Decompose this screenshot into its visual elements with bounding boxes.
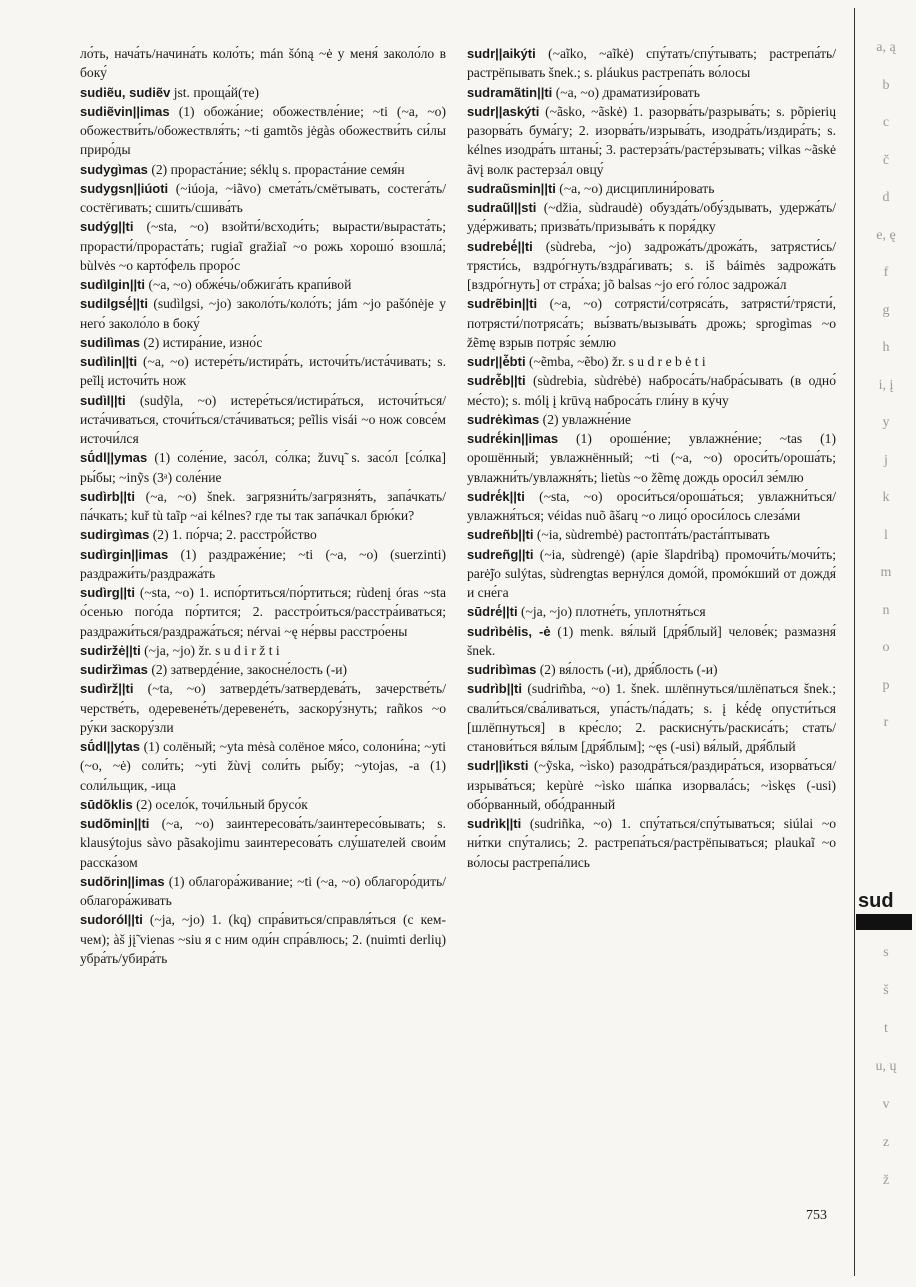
entry-headword: sudrė́kin||imas — [467, 431, 559, 446]
entry-headword: sudr||aikýti — [467, 46, 536, 61]
entry-text: (2) вя́лость (-и), дря́блость (-и) — [536, 662, 718, 677]
entry-text: (~a, ~o) сотрясти́/сотряса́ть, затрясти́/трясти́, потрясти́/потряса́ть; вы́звать/вызыва́ть дрожь; sprogìmas ~o žẽmę взрыв потря́с зе́млю — [467, 296, 836, 350]
entry-text: (sudriñka, ~o) 1. спу́таться/спу́тываться; siúlai ~o ни́тки спу́тались; 2. растрепа́ться/растрёпываться; plaukaĩ ~o во́лосы растрепа́лись — [467, 816, 836, 870]
entry-headword: sudr||askýti — [467, 103, 540, 119]
entry-text: (~ia, sùdrembė) растопта́ть/раста́птывать — [533, 527, 770, 543]
dictionary-entry — [80, 448, 446, 487]
entry-text: (~a, ~o) истере́ть/истира́ть, источи́ть/иста́чивать; s. peĩlį источи́ть нож — [80, 354, 446, 389]
entry-headword: sudrìb||ti — [467, 681, 522, 697]
dictionary-entry — [80, 910, 446, 968]
left-column — [80, 44, 446, 968]
entry-headword: sū́dl||ymas — [80, 450, 148, 466]
thumb-index-letter: s — [883, 945, 889, 960]
dictionary-entry — [467, 660, 836, 679]
thumb-index-letter: m — [880, 565, 892, 580]
thumb-index-letter: d — [882, 190, 890, 205]
entry-text: ло́ть, нача́ть/начина́ть коло́ть; mán šóną ~ė у меня́ заколо́ло в боку́ — [80, 46, 446, 81]
dictionary-entry — [467, 352, 836, 371]
entry-text: (2) истира́ние, изно́с — [139, 334, 263, 350]
entry-headword: sudoról||ti — [80, 912, 143, 928]
entry-headword: sudiržìmas — [80, 662, 148, 677]
thumb-index-letter: e, ę — [876, 227, 896, 243]
dictionary-entry — [467, 814, 836, 872]
dictionary-entry — [467, 545, 836, 603]
entry-headword: sudr||ė̃bti — [467, 354, 526, 369]
dictionary-entry — [80, 872, 446, 911]
entry-headword: sudìrb||ti — [80, 488, 135, 504]
dictionary-entry — [467, 429, 836, 487]
entry-headword: sudìrž||ti — [80, 681, 134, 697]
entry-headword: sudirgìmas — [80, 527, 150, 543]
dictionary-entry — [80, 679, 446, 737]
entry-headword: sudramãtin||ti — [467, 84, 553, 100]
entry-headword: sudrebė́||ti — [467, 238, 533, 254]
entry-headword: sūdrė́||ti — [467, 604, 518, 620]
dictionary-entry — [467, 83, 836, 102]
thumb-index-current: sud — [858, 890, 894, 912]
entry-headword: sudilìmas — [80, 334, 140, 350]
thumb-index-letter: j — [884, 452, 888, 468]
thumb-index-letter: ž — [882, 1173, 890, 1188]
thumb-index-rule — [854, 8, 855, 1276]
dictionary-entry — [80, 160, 446, 179]
entry-text: (1) обожа́ние; обожествле́ние; ~ti (~a, ~o) обожестви́ть/обожествля́ть; ~ti gamtõs jėgàs обожестви́ть си́лы приро́ды — [80, 103, 446, 158]
dictionary-entry — [467, 179, 836, 198]
thumb-index-letter: z — [882, 1135, 890, 1150]
entry-text: jst. проща́й(те) — [170, 84, 260, 100]
entry-headword: sudiẽu, sudiẽv — [80, 84, 171, 100]
dictionary-entry — [80, 217, 446, 275]
entry-text: (~ỹska, ~ìsko) разодра́ться/раздира́ться, изорва́ться/изрыва́ться; kepùrė ~ìsko ша́пка изорвала́сь; ~ìskęs (-usi) обо́рванный, обо́дранный — [467, 758, 836, 812]
dictionary-entry — [80, 294, 446, 333]
thumb-index-letter: c — [882, 115, 890, 130]
entry-headword: sudrė̃b||ti — [467, 373, 526, 389]
entry-headword: sudirž́ė||ti — [80, 642, 141, 658]
dictionary-entry — [467, 44, 836, 83]
thumb-index-letter: b — [882, 77, 890, 93]
entry-text: (~a, ~o) обже́чь/обжига́ть крапи́вой — [145, 277, 352, 292]
entry-text: (sudrim̃ba, ~o) 1. šnek. шлёпнуться/шлёпаться šnek.; свали́ться/сва́ливаться, упа́сть/па́дать; s. į kė́dę опусти́ться [шлёпнуться] в кре́сло; 2. раскисну́ть/раскиса́ть; стать/станови́ться вя́лым [дря́блым]; ~ęs (-usi) вя́лый, дря́блый — [467, 681, 836, 754]
dictionary-entry — [80, 525, 446, 544]
dictionary-entry — [467, 602, 836, 621]
entry-headword: sudrė́k||ti — [467, 488, 525, 504]
entry-text: (~ia, sùdrengė) (apie šlapdribą) промочи́ть/мочи́ть; parė̃jo sulýtas, sùdrengtas верну́лся домо́й, промо́кший от дождя́ и сне́га — [467, 546, 836, 600]
dictionary-entry — [80, 583, 446, 641]
dictionary-entry — [80, 795, 446, 814]
entry-headword: sū́dl||ytas — [80, 739, 141, 754]
entry-headword: sudìlgin||ti — [80, 277, 146, 292]
entry-text: (~ja, ~jo) 1. (kq) спра́виться/справля́ться (с кем-чем); àš jį̃ vienas ~siu я с ним оди́н спра́влюсь; 2. (nuimti derlių) убра́ть/убира́ть — [80, 912, 446, 966]
entry-text: (~iúoja, ~iãvo) смета́ть/смётывать, состега́ть/состёгивать; сшить/сшива́ть — [80, 180, 446, 215]
dictionary-entry — [467, 487, 836, 526]
entry-text: (~ja, ~jo) плотне́ть, уплотня́ться — [517, 604, 706, 620]
dictionary-entry — [80, 737, 446, 795]
dictionary-entry — [80, 660, 446, 679]
entry-text: (sùdreba, ~jo) задрожа́ть/дрожа́ть, затрясти́сь/трясти́сь, вздро́гнуть/вздра́гивать; s. iš báimės задрожа́ть [вздро́гнуть] от стра́ха; jõ balsas ~jo его́ го́лос задрожа́л — [467, 238, 836, 292]
entry-headword: sudìrg||ti — [80, 585, 135, 600]
thumb-index-marker — [856, 914, 912, 930]
thumb-index-letter: v — [882, 1097, 890, 1112]
entry-headword: sudrìbėlis, -ė — [467, 623, 551, 639]
entry-headword: sudribìmas — [467, 662, 537, 677]
dictionary-entry — [467, 371, 836, 410]
thumb-index-letter: h — [882, 340, 890, 355]
entry-text: (~a, ~o) дисциплини́ровать — [555, 180, 715, 196]
thumb-index-letter: r — [883, 715, 889, 730]
entry-headword: sudiẽvin||imas — [80, 103, 170, 119]
entry-headword: sudìlin||ti — [80, 354, 138, 369]
entry-text: (2) увлажне́ние — [539, 411, 632, 427]
dictionary-entry — [467, 237, 836, 295]
dictionary-entry — [80, 275, 446, 294]
entry-headword: sudraũl||sti — [467, 200, 537, 215]
dictionary-entry — [80, 83, 446, 102]
right-column — [467, 44, 836, 872]
entry-text: (~sta, ~o) 1. испо́ртиться/по́ртиться; rùdenį óras ~sta о́сенью пого́да по́ртится; 2. расстро́иться/расстра́иваться; раздражи́ться/раздража́ться; nérvai ~ę не́рвы расстро́ены — [80, 585, 446, 639]
entry-text: (1) menk. вя́лый [дря́блый] челове́к; размазня́ šnek. — [467, 623, 836, 658]
dictionary-entry — [80, 391, 446, 449]
entry-text: (~sta, ~o) взойти́/всходи́ть; вырасти/выраста́ть; прорасти́/прораста́ть; rugiaĩ gražiaĩ ~o рожь хорошо́ взошла́; bùlvės ~o карто́фель проро́с — [80, 219, 446, 273]
entry-text: (~ta, ~o) затверде́ть/затвердева́ть, зачерстве́ть/черстве́ть, одеревене́ть/деревене́ть, заскору́знуть; rañkos ~o ру́ки заскору́зли — [80, 681, 446, 735]
thumb-index-letter: a, ą — [876, 40, 896, 55]
entry-text: (2) 1. по́рча; 2. расстро́йство — [149, 527, 317, 543]
entry-text: (~a, ~o) заинтересова́ть/заинтересо́вывать; s. klausýtojus sàvo pãsakojimu заинтересова́ть слу́шателей свои́м расска́зом — [80, 816, 446, 870]
dictionary-entry — [80, 352, 446, 391]
entry-text: (~sta, ~o) ороси́ться/ороша́ться; увлажни́ться/увлажня́ться; véidas nuõ ãšarų ~o лицо́ ороси́лось слеза́ми — [467, 488, 836, 523]
entry-headword: sudraũsmin||ti — [467, 180, 556, 196]
entry-headword: sudygsn||iúoti — [80, 180, 169, 196]
thumb-index-letter: t — [884, 1021, 888, 1036]
dictionary-entry — [467, 294, 836, 352]
dictionary-entry — [80, 814, 446, 872]
dictionary-entry — [80, 179, 446, 218]
entry-headword: sūdõklis — [80, 796, 133, 812]
thumb-index-letter: i, į — [878, 377, 894, 393]
entry-text: (2) осело́к, точи́льный брусо́к — [132, 796, 308, 812]
thumb-index-letter: y — [882, 415, 890, 430]
thumb-index-letter: p — [882, 677, 890, 693]
entry-text: (1) солёный; ~yta mėsà солёное мя́со, солони́на; ~yti (~o, ~ė) соли́ть; ~yti žùvį соли́ть ры́бу; ~ytojas, -a (1) соли́льщик, -ица — [80, 739, 446, 793]
thumb-index-letter: š — [883, 983, 889, 998]
entry-text: (~ja, ~jo) žr. s u d i r ž t i — [140, 642, 280, 658]
entry-headword: sudr||ìksti — [467, 758, 529, 774]
dictionary-entry — [80, 333, 446, 352]
dictionary-entry — [467, 679, 836, 756]
thumb-index-letter: k — [882, 490, 890, 505]
thumb-index-letter: u, ų — [875, 1059, 897, 1074]
thumb-index-letter: l — [884, 527, 888, 543]
thumb-index-letter: o — [882, 640, 890, 655]
dictionary-entry — [467, 622, 836, 661]
entry-headword: sudrėkìmas — [467, 411, 540, 427]
entry-text: (~džia, sùdraudė) обузда́ть/обу́здывать, удержа́ть/уде́рживать; призва́ть/призыва́ть к поря́дку — [467, 200, 836, 235]
entry-text: (1) раздраже́ние; ~ti (~a, ~o) (suerzinti) раздражи́ть/раздража́ть — [80, 546, 446, 581]
dictionary-entry — [80, 641, 446, 660]
thumb-index-letter: n — [882, 602, 890, 618]
dictionary-entry — [467, 198, 836, 237]
entry-text: (2) затверде́ние, закосне́лость (-и) — [147, 662, 348, 677]
dictionary-entry — [467, 102, 836, 179]
entry-text: (~a, ~o) šnek. загрязни́ть/загрязня́ть, запа́чкать/па́чкать; kuř tù taĩp ~ai kélnes? где ты так запа́чкал брю́ки? — [80, 488, 446, 523]
dictionary-entry — [80, 102, 446, 160]
page-number: 753 — [806, 1208, 827, 1223]
dictionary-entry — [80, 44, 446, 83]
entry-text: (sùdrebia, sùdrėbė) наброса́ть/набра́сывать (в одно́ ме́сто); s. mólį į krūvą наброса́ть гли́ну в ку́чу — [467, 373, 836, 408]
entry-headword: sudygìmas — [80, 161, 148, 177]
entry-headword: sudreñg||ti — [467, 546, 534, 562]
entry-text: (~a, ~o) драматизи́ровать — [552, 84, 700, 100]
entry-headword: sudýg||ti — [80, 219, 134, 235]
entry-headword: sudrẽbin||ti — [467, 296, 538, 312]
entry-headword: sudìrgin||imas — [80, 546, 169, 562]
thumb-index-letter: f — [883, 265, 889, 280]
entry-headword: sudõmin||ti — [80, 816, 150, 831]
entry-text: (~ãsko, ~ãskė) 1. разорва́ть/разрыва́ть; s. põpierių разорва́ть бума́гу; 2. изорва́ть/изрыва́ть, изодра́ть/издира́ть; s. kélnes изодра́ть штаны́; 3. растерза́ть/расте́рзывать; vilkas ~ãskė ãvį волк растерза́л овцу́ — [467, 103, 836, 177]
entry-headword: sudrìk||ti — [467, 816, 522, 831]
dictionary-entry — [467, 756, 836, 814]
dictionary-entry — [467, 410, 836, 429]
entry-text: (1) соле́ние, засо́л, со́лка; žuvų̃ s. засо́л [со́лка] ры́бы; ~inỹs (3ᵃ) соле́ние — [80, 450, 446, 485]
entry-text: (1) облагора́живание; ~ti (~a, ~o) облагоро́дить/облагора́живать — [80, 873, 446, 908]
dictionary-entry — [80, 487, 446, 526]
entry-text: (sudỹla, ~o) истере́ться/истира́ться, источи́ться/иста́чиваться, сточи́ться/ста́чиваться; peĩlis visái ~o нож совсе́м источи́лся — [80, 392, 446, 446]
entry-text: (~aĩko, ~aĩkė) спу́тать/спу́тывать; растрепа́ть/растрёпывать šnek.; s. pláukus растрепа́ть во́лосы — [467, 46, 836, 81]
entry-text: (1) ороше́ние; увлажне́ние; ~tas (1) орошённый; увлажнённый; ~ti (~a, ~o) ороси́ть/ороша́ть; увлажни́ть/увлажня́ть; lietùs ~o žẽmę дождь ороси́л зе́млю — [467, 431, 836, 485]
thumb-index-letter: g — [882, 302, 890, 318]
entry-headword: sudìl||ti — [80, 392, 126, 408]
entry-headword: sudreñb||ti — [467, 527, 534, 543]
entry-text: (sudìlgsi, ~jo) заколо́ть/коло́ть; jám ~jo pašónėje у него́ заколо́ло в боку́ — [80, 296, 446, 331]
entry-headword: sudilgsė́||ti — [80, 296, 148, 312]
entry-headword: sudõrin||imas — [80, 873, 165, 889]
dictionary-entry — [467, 525, 836, 544]
thumb-index-letter: č — [882, 152, 890, 168]
entry-text: (~ẽmba, ~ẽbo) žr. s u d r e b ė t i — [525, 354, 706, 369]
entry-text: (2) прораста́ние; séklų s. прораста́ние семя́н — [147, 161, 405, 177]
dictionary-entry — [80, 545, 446, 584]
